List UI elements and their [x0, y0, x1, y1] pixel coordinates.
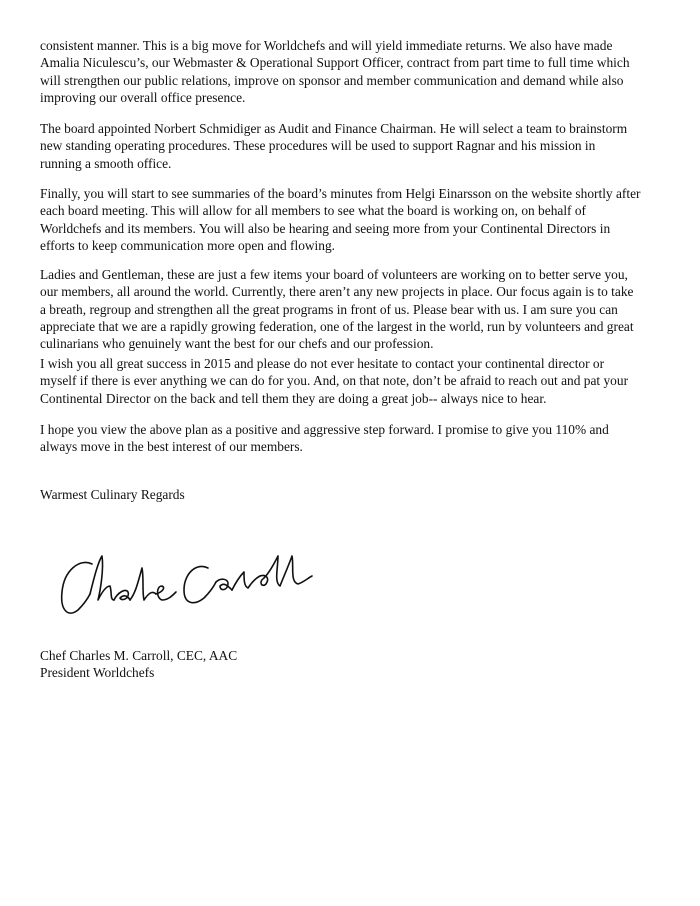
text-line: Worldchefs and its members. You will also be hearing and seeing more from your Continental Directors in — [40, 220, 611, 236]
text-line: efforts to keep communication more open and flowing. — [40, 237, 336, 253]
text-line: a breath, regroup and strengthen all the great programs in front of us. Please bear with us. I am sure you can — [40, 301, 618, 317]
text-line: Finally, you will start to see summaries of the board’s minutes from Helgi Einarsson on the website shortly after — [40, 186, 641, 201]
signer-name: Chef Charles M. Carroll, CEC, AAC — [40, 648, 238, 663]
text-line: our members, all around the world. Currently, there aren’t any new projects in place. Our focus again is to take — [40, 284, 634, 300]
paragraph-closing-plan — [40, 421, 680, 456]
signer-title: President Worldchefs — [40, 665, 155, 681]
paragraph-board-minutes — [40, 185, 680, 254]
text-line: Amalia Niculescu’s, our Webmaster & Operational Support Officer, contract from part time to full time which — [40, 55, 630, 71]
paragraph-office-staffing — [40, 37, 680, 106]
text-line: new standing operating procedures. These procedures will be used to support Ragnar and his mission in — [40, 138, 596, 154]
text-line: appreciate that we are a rapidly growing federation, one of the largest in the world, run by volunteers and great — [40, 318, 634, 334]
text-line: The board appointed Norbert Schmidiger as Audit and Finance Chairman. He will select a team to brainstorm — [40, 121, 628, 136]
paragraph-audit-finance — [40, 120, 680, 172]
text-line: Ladies and Gentleman, these are just a few items your board of volunteers are working on to better serve you, — [40, 267, 628, 282]
text-line: running a smooth office. — [40, 155, 172, 171]
text-line: myself if there is ever anything we can do for you. And, on that note, don’t be afraid to reach out and pat your — [40, 373, 629, 389]
paragraph-wishes — [40, 355, 680, 407]
handwritten-signature — [58, 548, 338, 628]
text-line: always move in the best interest of our members. — [40, 439, 303, 455]
text-line: improving our overall office presence. — [40, 89, 246, 105]
text-line: I wish you all great success in 2015 and please do not ever hesitate to contact your continental director or — [40, 356, 605, 371]
closing-salutation — [40, 486, 680, 503]
text-line: I hope you view the above plan as a positive and aggressive step forward. I promise to give you 110% and — [40, 422, 609, 437]
text-line: consistent manner. This is a big move for Worldchefs and will yield immediate returns. We also have made — [40, 38, 613, 53]
closing-text: Warmest Culinary Regards — [40, 487, 185, 502]
signature-block — [40, 647, 680, 682]
text-line: Continental Director on the back and tell them they are doing a great job-- always nice to hear. — [40, 390, 547, 406]
text-line: culinarians who genuinely want the best for our chefs and our profession. — [40, 336, 434, 352]
text-line: will strengthen our public relations, improve on sponsor and member communication and demand while also — [40, 72, 624, 88]
text-line: each board meeting. This will allow for all members to see what the board is working on, on behalf of — [40, 203, 587, 219]
paragraph-board-volunteers — [40, 266, 680, 352]
